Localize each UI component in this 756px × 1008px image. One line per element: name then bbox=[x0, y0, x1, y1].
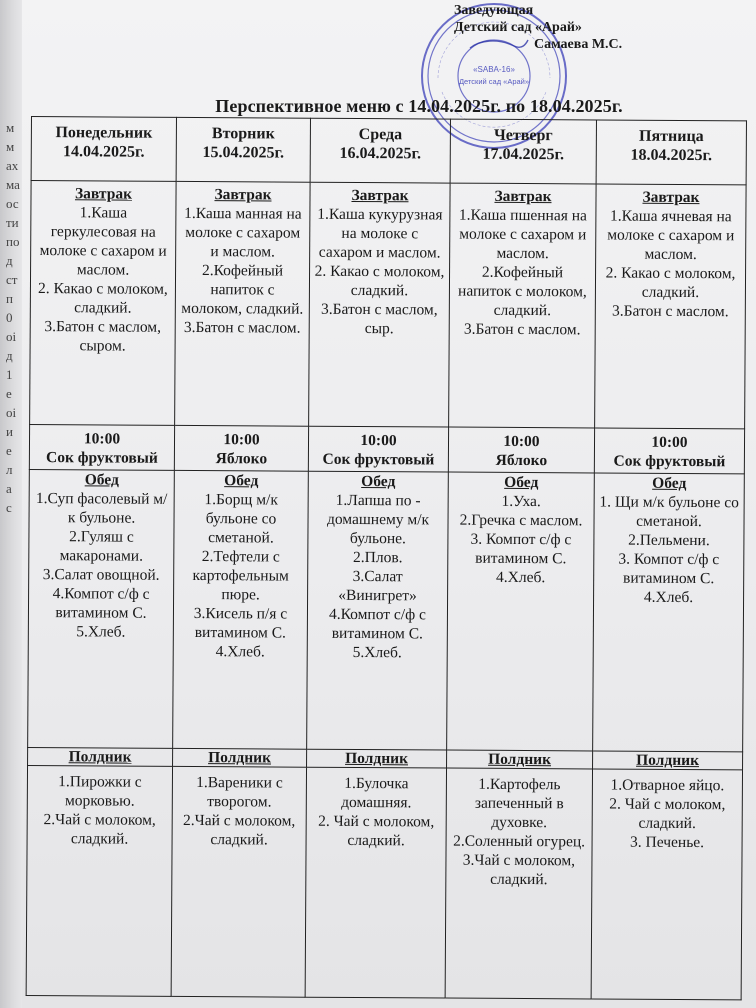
lunch-item: 4.Компот с/ф с витамином С. bbox=[52, 585, 150, 622]
breakfast-heading: Завтрак bbox=[74, 185, 133, 203]
poldnik-item: 3.Чай с молоком, сладкий. bbox=[462, 851, 576, 889]
snack-time: 10:00 bbox=[651, 433, 688, 452]
breakfast-item: 3.Батон с маслом. bbox=[183, 318, 301, 337]
breakfast-item: 3.Батон с маслом. bbox=[463, 320, 581, 339]
lunch-item: 3. Компот с/ф с витамином С. bbox=[618, 550, 720, 588]
breakfast-cell bbox=[449, 183, 596, 428]
day-date: 17.04.2025г. bbox=[482, 145, 565, 164]
breakfast-item: 1.Каша кукурузная на молоке с сахаром и маслом. bbox=[317, 205, 443, 262]
margin-fragment: оі bbox=[6, 405, 17, 420]
day-header-cell bbox=[31, 117, 176, 182]
poldnik-item: 3. Печенье. bbox=[630, 833, 705, 852]
poldnik-cell bbox=[171, 766, 306, 997]
day-name: Четверг bbox=[494, 126, 553, 145]
margin-fragment: ма bbox=[6, 177, 20, 192]
margin-fragment: д bbox=[6, 253, 13, 268]
poldnik-heading: Полдник bbox=[636, 751, 700, 770]
approval-position: Заведующая bbox=[454, 3, 534, 18]
snack-time: 10:00 bbox=[360, 432, 397, 450]
adjacent-page-edge bbox=[0, 0, 22, 1008]
approval-block bbox=[454, 2, 654, 53]
lunch-item: 1.Суп фасолевый м/к бульоне. bbox=[35, 490, 168, 527]
poldnik-item: 2. Чай с молоком, сладкий. bbox=[318, 812, 435, 850]
breakfast-heading: Завтрак bbox=[642, 188, 700, 207]
poldnik-heading: Полдник bbox=[68, 748, 132, 766]
lunch-item: 2.Плов. bbox=[353, 548, 403, 567]
poldnik-cell bbox=[591, 769, 742, 1000]
lunch-heading: Обед bbox=[504, 473, 539, 492]
poldnik-heading-cell bbox=[307, 749, 447, 768]
breakfast-item: 1.Каша геркулесовая на молоке с сахаром и маслом. bbox=[39, 204, 167, 279]
breakfast-heading: Завтрак bbox=[494, 187, 552, 206]
snack-10-cell bbox=[594, 428, 744, 474]
day-name: Пятница bbox=[639, 127, 704, 146]
margin-fragment: ос bbox=[6, 196, 19, 211]
lunch-item: 2.Тефтели с картофельным пюре. bbox=[192, 548, 289, 604]
lunch-item: 4.Хлеб. bbox=[496, 568, 546, 587]
poldnik-heading: Полдник bbox=[208, 749, 272, 767]
day-header-cell bbox=[450, 119, 596, 184]
poldnik-heading-cell bbox=[447, 750, 593, 769]
approval-organization: Детский сад «Арай» bbox=[454, 20, 582, 35]
day-date: 14.04.2025г. bbox=[62, 143, 145, 161]
margin-fragment: е bbox=[6, 443, 12, 458]
snack-time: 10:00 bbox=[83, 430, 121, 448]
lunch-heading: Обед bbox=[84, 471, 119, 489]
breakfast-item: 1.Каша ячневая на молоке с сахаром и маслом. bbox=[607, 207, 735, 264]
poldnik-heading-cell bbox=[593, 751, 743, 770]
breakfast-item: 1.Каша пшенная на молоке с сахаром и маслом. bbox=[458, 206, 587, 263]
day-date: 18.04.2025г. bbox=[630, 146, 713, 165]
margin-fragment: 1 bbox=[6, 367, 13, 382]
lunch-cell bbox=[28, 469, 175, 748]
margin-fragment: п bbox=[6, 291, 13, 306]
margin-fragment: м bbox=[6, 120, 15, 135]
day-date: 15.04.2025г. bbox=[202, 144, 285, 162]
breakfast-item: 2. Какао с молоком, сладкий. bbox=[605, 264, 736, 302]
poldnik-heading: Полдник bbox=[345, 749, 409, 768]
lunch-item: 2.Пельмени. bbox=[628, 531, 710, 550]
breakfast-cell bbox=[595, 184, 746, 429]
margin-fragment: д bbox=[6, 348, 13, 363]
breakfast-cell bbox=[175, 181, 310, 426]
poldnik-cell bbox=[305, 767, 446, 998]
lunch-item: 4.Хлеб. bbox=[215, 643, 265, 661]
breakfast-item: 3.Батон с маслом, сыр. bbox=[320, 300, 438, 338]
poldnik-item: 1.Пирожки с морковью. bbox=[58, 773, 142, 810]
breakfast-item: 1.Каша манная на молоке с сахаром и маслом. bbox=[184, 204, 302, 261]
day-date: 16.04.2025г. bbox=[339, 144, 422, 163]
lunch-item: 5.Хлеб. bbox=[76, 623, 126, 641]
lunch-item: 2.Гуляш с макаронами. bbox=[59, 528, 144, 565]
lunch-item: 2.Гречка с маслом. bbox=[459, 511, 583, 530]
snack-item: Сок фруктовый bbox=[322, 450, 435, 469]
day-header-cell bbox=[176, 117, 310, 182]
poldnik-item: 2.Чай с молоком, сладкий. bbox=[183, 811, 296, 849]
breakfast-item: 2. Какао с молоком, сладкий. bbox=[37, 280, 168, 317]
poldnik-item: 1.Отварное яйцо. bbox=[610, 776, 725, 795]
margin-fragment: 0 bbox=[6, 310, 13, 325]
menu-table bbox=[26, 116, 747, 1000]
poldnik-cell bbox=[26, 765, 172, 996]
poldnik-item: 2.Чай с молоком, сладкий. bbox=[43, 811, 156, 848]
poldnik-item: 1.Картофель запеченный в духовке. bbox=[474, 775, 564, 832]
breakfast-item: 2.Кофейный напиток с молоком, сладкий. bbox=[457, 263, 587, 320]
lunch-item: 4.Хлеб. bbox=[643, 588, 694, 607]
poldnik-cell bbox=[445, 768, 592, 999]
margin-fragment: м bbox=[6, 139, 15, 154]
lunch-item: 4.Компот с/ф с витамином С. bbox=[328, 605, 426, 643]
page-title: Перспективное меню с 14.04.2025г. по 18.04.2025г. bbox=[215, 96, 623, 116]
snack-10-row bbox=[29, 424, 744, 473]
poldnik-item: 1.Булочка домашняя. bbox=[341, 774, 412, 812]
lunch-heading: Обед bbox=[652, 474, 687, 493]
snack-item: Яблоко bbox=[215, 450, 268, 468]
snack-10-cell bbox=[448, 427, 594, 473]
margin-fragment: оі bbox=[6, 329, 17, 344]
day-name: Вторник bbox=[211, 125, 275, 143]
snack-10-cell bbox=[308, 426, 448, 472]
margin-fragment: по bbox=[6, 234, 20, 249]
lunch-cell bbox=[307, 471, 449, 750]
margin-fragment: л bbox=[6, 462, 13, 477]
poldnik-heading-cell bbox=[173, 748, 307, 767]
day-name: Среда bbox=[358, 126, 403, 144]
lunch-item: 1.Борщ м/к бульоне со сметаной. bbox=[204, 491, 278, 547]
snack-item: Сок фруктовый bbox=[613, 452, 726, 471]
poldnik-row bbox=[26, 765, 742, 999]
lunch-item: 1. Щи м/к бульоне со сметаной. bbox=[599, 493, 739, 531]
lunch-item: 3.Салат «Винигрет» bbox=[338, 567, 417, 605]
margin-fragment: ти bbox=[6, 215, 19, 230]
lunch-cell bbox=[447, 472, 595, 751]
poldnik-heading-cell bbox=[28, 747, 173, 766]
breakfast-cell bbox=[309, 182, 450, 427]
lunch-item: 5.Хлеб. bbox=[352, 643, 402, 662]
snack-item: Яблоко bbox=[495, 451, 548, 470]
approval-signature-name: Самаева М.С. bbox=[534, 37, 623, 52]
lunch-item: 1.Уха. bbox=[501, 492, 541, 511]
lunch-heading: Обед bbox=[361, 473, 396, 491]
breakfast-heading: Завтрак bbox=[214, 186, 272, 204]
lunch-heading: Обед bbox=[224, 472, 259, 490]
poldnik-heading: Полдник bbox=[488, 750, 552, 769]
lunch-cell bbox=[173, 470, 309, 749]
snack-time: 10:00 bbox=[223, 431, 260, 449]
poldnik-item: 2. Чай с молоком, сладкий. bbox=[609, 795, 726, 833]
day-name: Понедельник bbox=[55, 124, 153, 142]
margin-fragment: ст bbox=[6, 272, 18, 287]
breakfast-item: 2. Какао с молоком, сладкий. bbox=[314, 262, 445, 300]
snack-item: Сок фруктовый bbox=[45, 449, 158, 467]
snack-time: 10:00 bbox=[503, 432, 540, 451]
lunch-item: 3.Салат овощной. bbox=[42, 566, 160, 584]
margin-fragment: и bbox=[6, 424, 13, 439]
day-header-cell bbox=[596, 120, 746, 185]
breakfast-item: 3.Батон с маслом. bbox=[611, 302, 729, 321]
lunch-item: 3.Кисель п/я с витамином С. bbox=[193, 605, 288, 642]
lunch-cell bbox=[593, 473, 745, 752]
breakfast-cell bbox=[30, 181, 176, 426]
margin-fragment: ах bbox=[6, 158, 19, 173]
margin-fragment: с bbox=[6, 500, 12, 515]
margin-fragment: а bbox=[6, 481, 12, 496]
poldnik-item: 2.Соленный огурец. bbox=[453, 832, 586, 851]
breakfast-item: 3.Батон с маслом, сыром. bbox=[44, 318, 162, 355]
days-header-row bbox=[31, 117, 746, 185]
breakfast-heading: Завтрак bbox=[351, 186, 409, 205]
poldnik-item: 1.Вареники с творогом. bbox=[196, 774, 283, 811]
snack-10-cell bbox=[29, 424, 174, 470]
lunch-item: 1.Лапша по - домашнему м/к бульоне. bbox=[326, 491, 430, 548]
day-header-cell bbox=[310, 118, 450, 183]
lunch-item: 3. Компот с/ф с витамином С. bbox=[470, 530, 572, 568]
breakfast-row bbox=[30, 181, 746, 429]
stamp-center-line-2: Детский сад «Арай» bbox=[458, 77, 530, 86]
breakfast-item: 2.Кофейный напиток с молоком, сладкий. bbox=[181, 262, 304, 318]
snack-10-cell bbox=[174, 425, 308, 471]
stamp-center-line-1: «SABA-16» bbox=[473, 65, 515, 74]
lunch-row bbox=[28, 469, 745, 751]
margin-fragment: е bbox=[6, 386, 12, 401]
